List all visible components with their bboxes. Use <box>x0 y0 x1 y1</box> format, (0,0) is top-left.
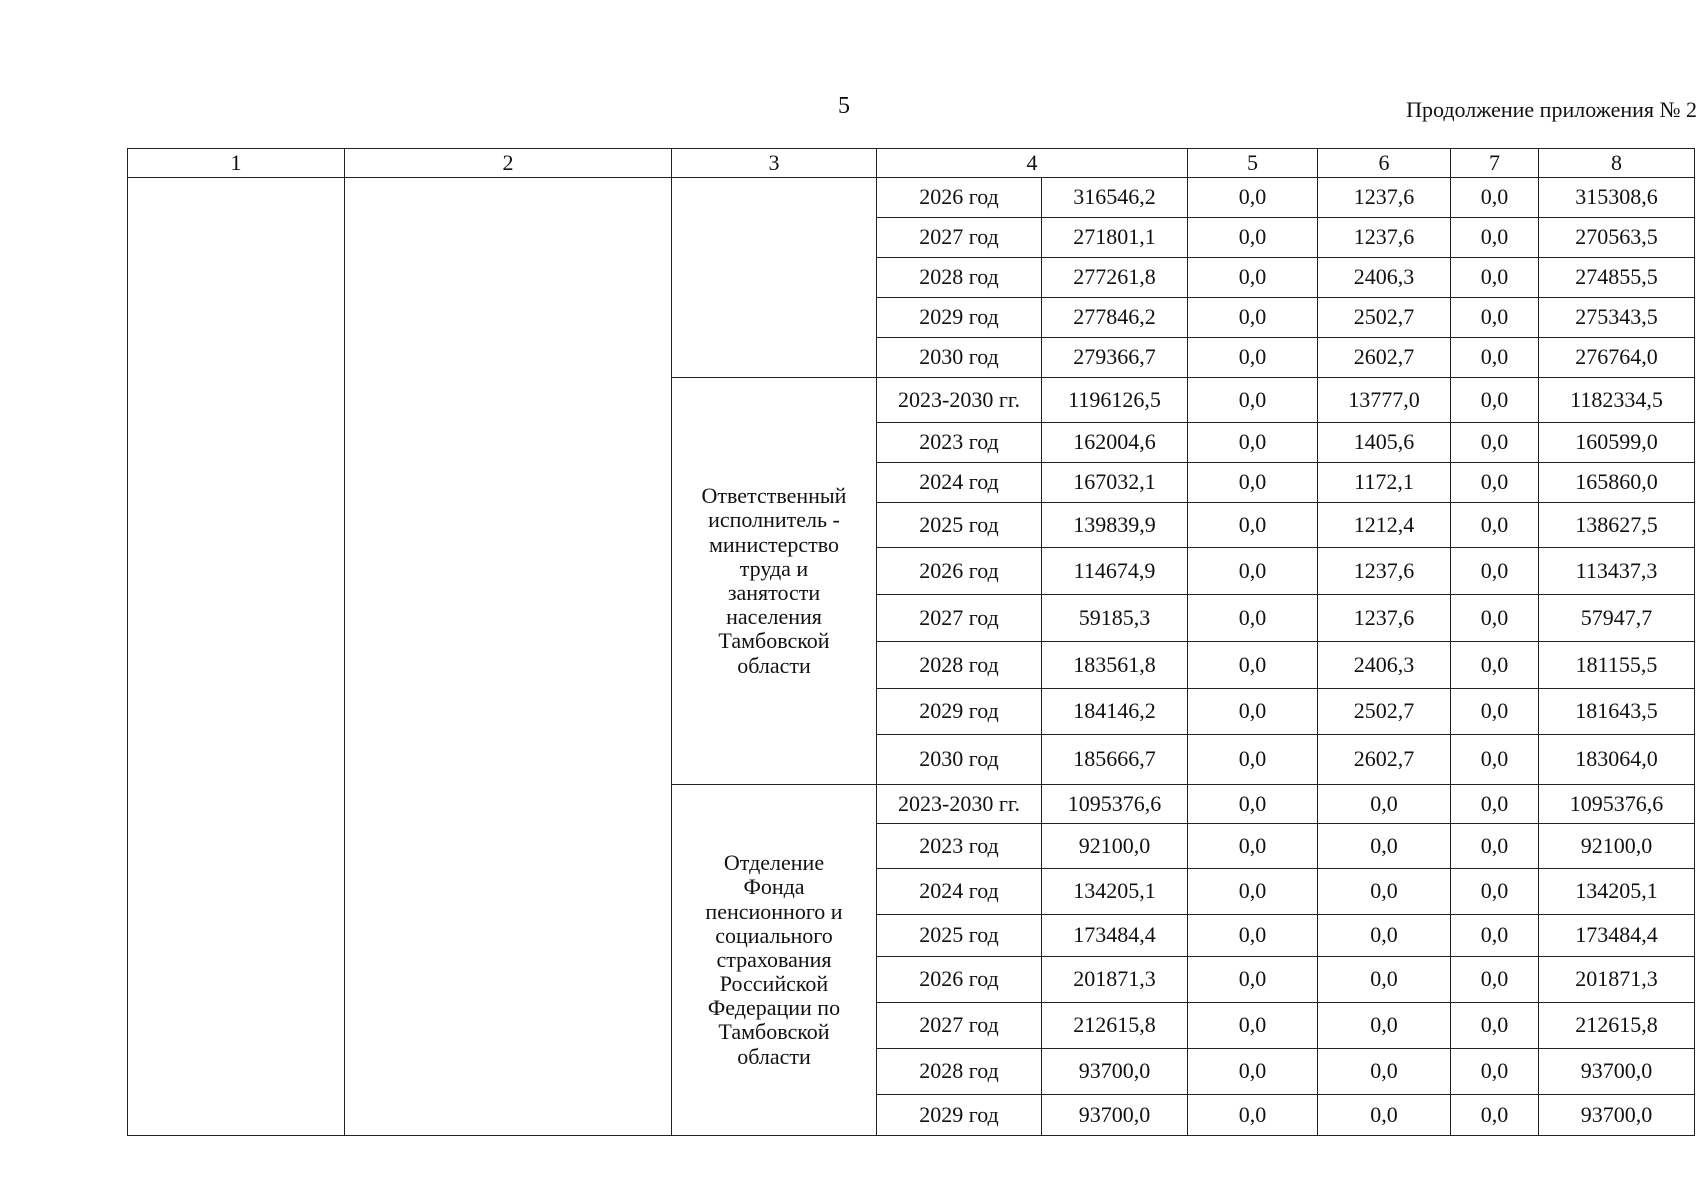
column-6-cell: 0,0 <box>1318 1049 1451 1095</box>
column-6-cell: 1237,6 <box>1318 548 1451 595</box>
column-6-cell: 1172,1 <box>1318 463 1451 503</box>
column-7-cell: 0,0 <box>1451 338 1539 378</box>
column-6-cell: 0,0 <box>1318 824 1451 869</box>
column-5-cell: 0,0 <box>1188 915 1318 957</box>
column-header-4: 4 <box>877 149 1188 178</box>
total-cell: 139839,9 <box>1042 503 1188 548</box>
period-cell: 2023-2030 гг. <box>877 785 1042 824</box>
executor-line: пенсионного и <box>705 898 843 924</box>
executor-line: области <box>737 652 811 678</box>
column-7-cell: 0,0 <box>1451 915 1539 957</box>
column-8-cell: 181155,5 <box>1539 642 1695 689</box>
period-cell: 2023 год <box>877 824 1042 869</box>
column-5-cell: 0,0 <box>1188 503 1318 548</box>
executor-line: Фонда <box>743 874 805 900</box>
column-6-cell: 0,0 <box>1318 785 1451 824</box>
total-cell: 173484,4 <box>1042 915 1188 957</box>
executor-line: Ответственный <box>701 483 847 509</box>
column-5-cell: 0,0 <box>1188 178 1318 218</box>
period-cell: 2029 год <box>877 689 1042 735</box>
total-cell: 59185,3 <box>1042 595 1188 642</box>
total-cell: 184146,2 <box>1042 689 1188 735</box>
column-7-cell: 0,0 <box>1451 298 1539 338</box>
page-number: 5 <box>838 93 850 119</box>
period-cell: 2025 год <box>877 915 1042 957</box>
column-6-cell: 2602,7 <box>1318 735 1451 785</box>
column-header-6: 6 <box>1318 149 1451 178</box>
column-7-cell: 0,0 <box>1451 1095 1539 1136</box>
column-5-cell: 0,0 <box>1188 785 1318 824</box>
column-6-cell: 0,0 <box>1318 869 1451 915</box>
column-5-cell: 0,0 <box>1188 423 1318 463</box>
period-cell: 2029 год <box>877 298 1042 338</box>
column-6-cell: 2406,3 <box>1318 642 1451 689</box>
period-cell: 2030 год <box>877 735 1042 785</box>
column-header-row <box>128 149 1695 178</box>
column-7-cell: 0,0 <box>1451 1003 1539 1049</box>
executor-line: населения <box>726 604 822 630</box>
executor-cell <box>672 378 877 785</box>
column-5-cell: 0,0 <box>1188 869 1318 915</box>
period-cell: 2029 год <box>877 1095 1042 1136</box>
column-6-cell: 2602,7 <box>1318 338 1451 378</box>
column-5-cell: 0,0 <box>1188 824 1318 869</box>
budget-table <box>127 148 1695 1136</box>
column-8-cell: 274855,5 <box>1539 258 1695 298</box>
column-7-cell: 0,0 <box>1451 503 1539 548</box>
column-6-cell: 1212,4 <box>1318 503 1451 548</box>
total-cell: 1095376,6 <box>1042 785 1188 824</box>
executor-line: Российской <box>719 971 829 997</box>
column-header-2: 2 <box>345 149 672 178</box>
column-8-cell: 173484,4 <box>1539 915 1695 957</box>
period-cell: 2026 год <box>877 548 1042 595</box>
period-cell: 2024 год <box>877 463 1042 503</box>
column-6-cell: 2406,3 <box>1318 258 1451 298</box>
column-1-cell <box>128 178 345 1136</box>
column-5-cell: 0,0 <box>1188 463 1318 503</box>
total-cell: 212615,8 <box>1042 1003 1188 1049</box>
table-row <box>128 178 1695 218</box>
column-6-cell: 0,0 <box>1318 1003 1451 1049</box>
total-cell: 271801,1 <box>1042 218 1188 258</box>
column-5-cell: 0,0 <box>1188 1095 1318 1136</box>
column-8-cell: 315308,6 <box>1539 178 1695 218</box>
column-5-cell: 0,0 <box>1188 258 1318 298</box>
column-8-cell: 1095376,6 <box>1539 785 1695 824</box>
column-7-cell: 0,0 <box>1451 423 1539 463</box>
column-header-3: 3 <box>672 149 877 178</box>
column-7-cell: 0,0 <box>1451 178 1539 218</box>
column-7-cell: 0,0 <box>1451 735 1539 785</box>
total-cell: 201871,3 <box>1042 957 1188 1003</box>
executor-line: страхования <box>716 946 832 972</box>
column-header-1: 1 <box>128 149 345 178</box>
column-6-cell: 1237,6 <box>1318 595 1451 642</box>
column-8-cell: 113437,3 <box>1539 548 1695 595</box>
total-cell: 1196126,5 <box>1042 378 1188 423</box>
column-6-cell: 0,0 <box>1318 1095 1451 1136</box>
total-cell: 277846,2 <box>1042 298 1188 338</box>
period-cell: 2027 год <box>877 595 1042 642</box>
column-2-cell <box>345 178 672 1136</box>
column-7-cell: 0,0 <box>1451 1049 1539 1095</box>
period-cell: 2023 год <box>877 423 1042 463</box>
column-5-cell: 0,0 <box>1188 338 1318 378</box>
period-cell: 2024 год <box>877 869 1042 915</box>
column-6-cell: 1237,6 <box>1318 178 1451 218</box>
executor-line: труда и <box>739 555 809 581</box>
column-8-cell: 57947,7 <box>1539 595 1695 642</box>
period-cell: 2023-2030 гг. <box>877 378 1042 423</box>
appendix-label: Продолжение приложения № 2 <box>1406 97 1697 122</box>
column-5-cell: 0,0 <box>1188 957 1318 1003</box>
total-cell: 92100,0 <box>1042 824 1188 869</box>
column-5-cell: 0,0 <box>1188 735 1318 785</box>
column-8-cell: 160599,0 <box>1539 423 1695 463</box>
column-8-cell: 93700,0 <box>1539 1095 1695 1136</box>
total-cell: 93700,0 <box>1042 1049 1188 1095</box>
total-cell: 162004,6 <box>1042 423 1188 463</box>
column-5-cell: 0,0 <box>1188 218 1318 258</box>
column-5-cell: 0,0 <box>1188 378 1318 423</box>
executor-line: Тамбовской <box>718 1019 830 1045</box>
total-cell: 134205,1 <box>1042 869 1188 915</box>
executor-line: исполнитель - <box>708 507 840 533</box>
executor-line: Тамбовской <box>718 628 830 654</box>
column-7-cell: 0,0 <box>1451 869 1539 915</box>
column-8-cell: 270563,5 <box>1539 218 1695 258</box>
column-8-cell: 212615,8 <box>1539 1003 1695 1049</box>
period-cell: 2028 год <box>877 642 1042 689</box>
total-cell: 316546,2 <box>1042 178 1188 218</box>
executor-line: Федерации по <box>707 995 841 1021</box>
column-8-cell: 92100,0 <box>1539 824 1695 869</box>
column-6-cell: 0,0 <box>1318 915 1451 957</box>
executor-line: министерство <box>708 531 839 557</box>
column-7-cell: 0,0 <box>1451 378 1539 423</box>
period-cell: 2030 год <box>877 338 1042 378</box>
column-8-cell: 181643,5 <box>1539 689 1695 735</box>
column-6-cell: 2502,7 <box>1318 689 1451 735</box>
column-7-cell: 0,0 <box>1451 785 1539 824</box>
column-7-cell: 0,0 <box>1451 258 1539 298</box>
executor-line: Отделение <box>723 850 825 876</box>
column-5-cell: 0,0 <box>1188 1049 1318 1095</box>
column-5-cell: 0,0 <box>1188 548 1318 595</box>
total-cell: 279366,7 <box>1042 338 1188 378</box>
column-header-5: 5 <box>1188 149 1318 178</box>
period-cell: 2028 год <box>877 258 1042 298</box>
period-cell: 2026 год <box>877 957 1042 1003</box>
column-8-cell: 165860,0 <box>1539 463 1695 503</box>
column-8-cell: 93700,0 <box>1539 1049 1695 1095</box>
column-5-cell: 0,0 <box>1188 298 1318 338</box>
column-5-cell: 0,0 <box>1188 689 1318 735</box>
column-7-cell: 0,0 <box>1451 689 1539 735</box>
column-6-cell: 13777,0 <box>1318 378 1451 423</box>
column-5-cell: 0,0 <box>1188 1003 1318 1049</box>
column-8-cell: 183064,0 <box>1539 735 1695 785</box>
column-7-cell: 0,0 <box>1451 218 1539 258</box>
column-8-cell: 276764,0 <box>1539 338 1695 378</box>
column-5-cell: 0,0 <box>1188 595 1318 642</box>
period-cell: 2025 год <box>877 503 1042 548</box>
period-cell: 2027 год <box>877 1003 1042 1049</box>
column-8-cell: 138627,5 <box>1539 503 1695 548</box>
column-7-cell: 0,0 <box>1451 957 1539 1003</box>
column-6-cell: 1405,6 <box>1318 423 1451 463</box>
executor-line: социального <box>715 922 833 948</box>
period-cell: 2027 год <box>877 218 1042 258</box>
period-cell: 2026 год <box>877 178 1042 218</box>
executor-line: области <box>737 1043 811 1069</box>
total-cell: 185666,7 <box>1042 735 1188 785</box>
column-7-cell: 0,0 <box>1451 824 1539 869</box>
column-7-cell: 0,0 <box>1451 463 1539 503</box>
column-6-cell: 0,0 <box>1318 957 1451 1003</box>
total-cell: 167032,1 <box>1042 463 1188 503</box>
table-body <box>128 178 1695 1136</box>
executor-cell <box>672 178 877 378</box>
column-header-7: 7 <box>1451 149 1539 178</box>
column-header-8: 8 <box>1539 149 1695 178</box>
column-6-cell: 2502,7 <box>1318 298 1451 338</box>
column-6-cell: 1237,6 <box>1318 218 1451 258</box>
total-cell: 93700,0 <box>1042 1095 1188 1136</box>
column-7-cell: 0,0 <box>1451 548 1539 595</box>
column-5-cell: 0,0 <box>1188 642 1318 689</box>
column-8-cell: 1182334,5 <box>1539 378 1695 423</box>
column-7-cell: 0,0 <box>1451 595 1539 642</box>
executor-line: занятости <box>727 580 821 605</box>
column-7-cell: 0,0 <box>1451 642 1539 689</box>
executor-cell <box>672 785 877 1136</box>
column-8-cell: 201871,3 <box>1539 957 1695 1003</box>
total-cell: 183561,8 <box>1042 642 1188 689</box>
total-cell: 277261,8 <box>1042 258 1188 298</box>
total-cell: 114674,9 <box>1042 548 1188 595</box>
column-8-cell: 134205,1 <box>1539 869 1695 915</box>
column-8-cell: 275343,5 <box>1539 298 1695 338</box>
period-cell: 2028 год <box>877 1049 1042 1095</box>
